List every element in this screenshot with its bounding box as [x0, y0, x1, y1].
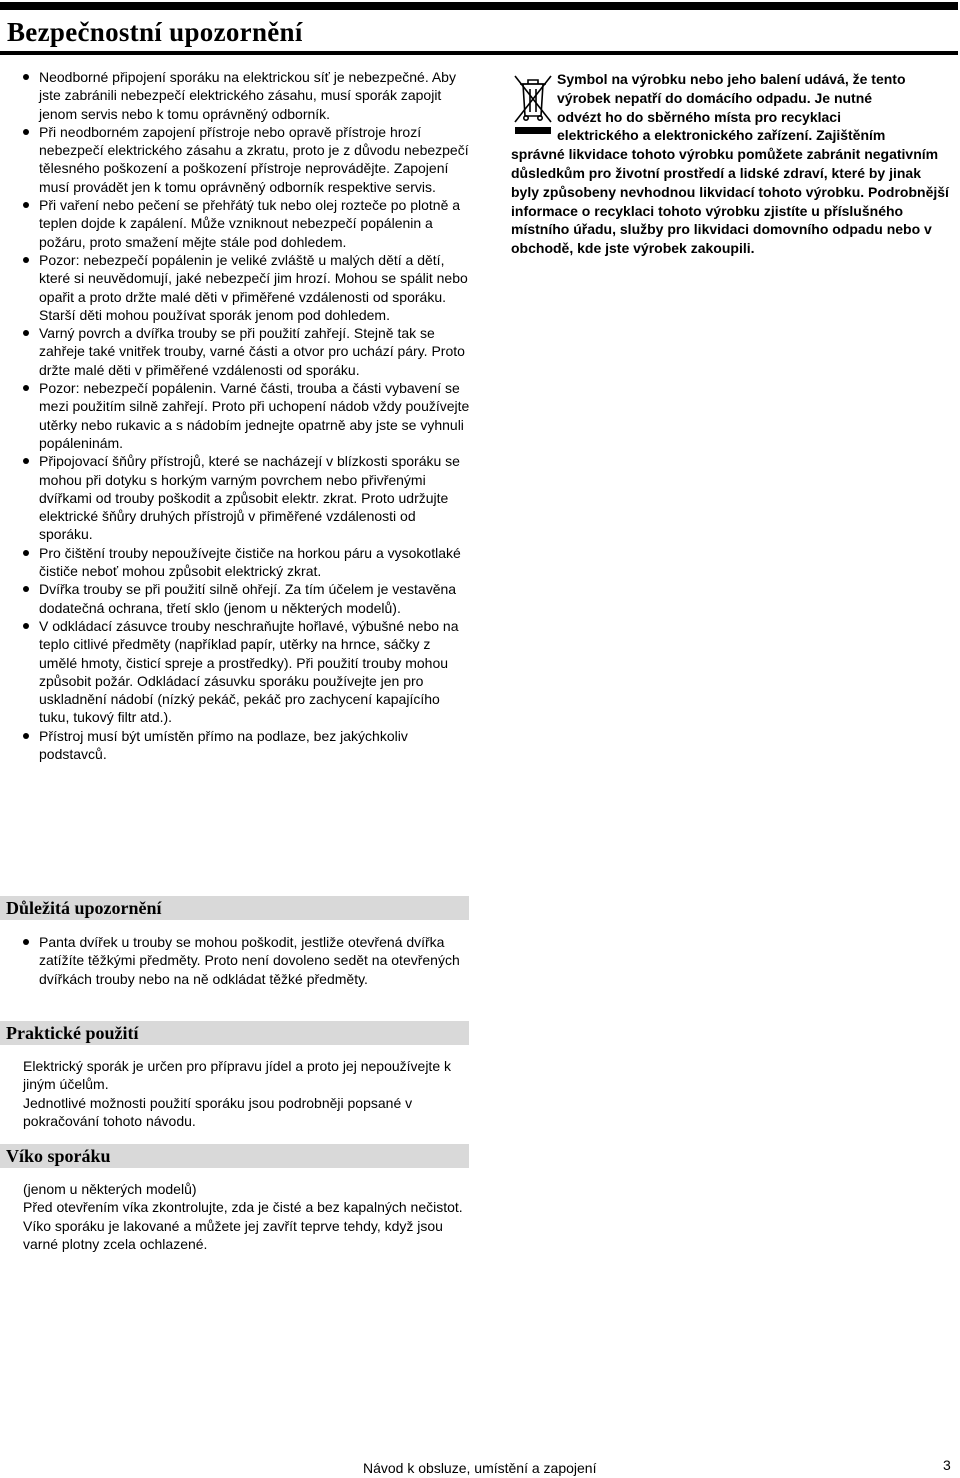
left-column — [0, 68, 472, 763]
list-item: Připojovací šňůry přístrojů, které se nacházejí v blízkosti sporáku se mohou při dotyku s horkým varným povrchem nebo přivřenými dvířkami od trouby poškodit a způsobit elektr. zkrat. Proto udržujte elektrické šňůry druhých přístrojů v přiměřené vzdálenosti od sporáku. — [0, 452, 471, 543]
bullet-icon — [23, 586, 29, 592]
bullet-icon — [23, 458, 29, 464]
section-heading-lid: Víko sporáku — [0, 1144, 469, 1168]
bullet-icon — [23, 74, 29, 80]
safety-list — [0, 68, 472, 763]
bullet-icon — [23, 623, 29, 629]
list-item: Pro čištění trouby nepoužívejte čističe na horkou páru a vysokotlaké čističe neboť mohou způsobit elektrický zkrat. — [0, 544, 471, 581]
lid-text — [23, 1180, 469, 1253]
list-item: Panta dvířek u trouby se mohou poškodit, jestliže otevřená dvířka zatížíte těžkými předměty. Proto není dovoleno sedět na otevřených dvířkách trouby nebo na ně odkládat těžké předměty. — [0, 933, 471, 988]
page-title: Bezpečnostní upozornění — [7, 17, 303, 47]
practical-paragraph-1: Elektrický sporák je určen pro přípravu jídel a proto jej nepoužívejte k jiným účelům. — [23, 1058, 451, 1093]
important-section — [0, 933, 471, 988]
lid-paragraph-3: Víko sporáku je lakované a můžete jej zavřít teprve tehdy, když jsou varné plotny zcela ochlazené. — [23, 1217, 443, 1252]
page-number: 3 — [943, 1457, 951, 1473]
list-item: Neodborné připojení sporáku na elektrickou síť je nebezpečné. Aby jste zabránili nebezpečí elektrického zásahu, musí sporák zapojit jenom servis nebo k tomu oprávněný odborník. — [0, 68, 471, 123]
top-rule — [0, 2, 958, 10]
bullet-icon — [23, 129, 29, 135]
section-heading-important: Důležitá upozornění — [0, 896, 469, 920]
bullet-icon — [23, 939, 29, 945]
lid-paragraph-2: Před otevřením víka zkontrolujte, zda je čisté a bez kapalných nečistot. — [23, 1199, 463, 1216]
list-item: Varný povrch a dvířka trouby se při použití zahřejí. Stejně tak se zahřeje také vnitřek trouby, varné části a otvor pro uchází páry. Proto držte malé děti v přiměřené vzdálenosti od sporáku. — [0, 324, 471, 379]
bullet-icon — [23, 733, 29, 739]
recycling-line-2: výrobek nepatří do domácího odpadu. Je nutné — [557, 89, 873, 106]
right-column — [511, 70, 951, 258]
bullet-icon — [23, 385, 29, 391]
title-rule — [0, 51, 958, 55]
list-item: Přístroj musí být umístěn přímo na podlaze, bez jakýchkoliv podstavců. — [0, 727, 471, 764]
bullet-icon — [23, 550, 29, 556]
list-item: Při neodborném zapojení přístroje nebo opravě přístroje hrozí nebezpečí elektrického zásahu a zkratu, proto je z důvodu nebezpečí tělesného poškození a poškození přístroje neprovádějte. Zapojení musí provádět jen k tomu oprávněný odborník respektive servis. — [0, 123, 471, 196]
list-item: Při vaření nebo pečení se přehřátý tuk nebo olej rozteče po plotně a teplen dojde k zapálení. Může vzniknout nebezpečí popálenin a požáru, proto smažení mějte stále pod dohledem. — [0, 196, 471, 251]
bullet-icon — [23, 330, 29, 336]
practical-text — [23, 1057, 469, 1130]
list-item: Dvířka trouby se při použití silně ohřejí. Za tím účelem je vestavěna dodatečná ochrana, třetí sklo (jenom u některých modelů). — [0, 580, 471, 617]
list-item: V odkládací zásuvce trouby neschraňujte hořlavé, výbušné nebo na teplo citlivé předměty (například papír, utěrky na hrnce, sáčky z umělé hmoty, čisticí spreje a prostředky). Při použití trouby mohou způsobit požár. Odkládací zásuvku sporáku používejte jen pro uskladnění nádobí (nízký pekáč, pekáč pro zachycení kapajícího tuku, tukový filtr atd.). — [0, 617, 471, 727]
list-item: Pozor: nebezpečí popálenin je veliké zvláště u malých dětí a dětí, které si neuvědomují, jaké nebezpečí jim hrozí. Mohou se spálit nebo opařit a proto držte malé děti v přiměřené vzdálenosti od sporáku. Starší děti mohou používat sporák jenom pod dohledem. — [0, 251, 471, 324]
footer-title: Návod k obsluze, umístění a zapojení — [363, 1460, 597, 1476]
lid-paragraph-1: (jenom u některých modelů) — [23, 1181, 197, 1197]
list-item: Pozor: nebezpečí popálenin. Varné části, trouba a části vybavení se mezi použitím silně zahřejí. Proto při uchopení nádob vždy používejte utěrky nebo rukavic a s nádobím jednejte opatrně aby jste se vyhnuli popáleninám. — [0, 379, 471, 452]
crossed-out-bin-icon — [511, 70, 553, 140]
recycling-line-4: elektrického a elektronického zařízení. Zajištěním — [557, 127, 886, 144]
recycling-line-1: Symbol na výrobku nebo jeho balení udává, že tento — [557, 71, 906, 87]
recycling-notice — [511, 70, 951, 258]
practical-paragraph-2: Jednotlivé možnosti použití sporáku jsou podrobněji popsané v pokračování tohoto návodu. — [23, 1094, 413, 1129]
bullet-icon — [23, 202, 29, 208]
bullet-icon — [23, 257, 29, 263]
important-list — [0, 933, 471, 988]
recycling-rest: správné likvidace tohoto výrobku pomůžete zabránit negativním důsledkům pro životní prostředí a lidské zdraví, které by jinak byly způsobeny nevhodnou likvidací tohoto výrobku. Podrobnější informace o recyklaci tohoto výrobku zjistíte u příslušného místního úřadu, služby pro likvidaci domovního odpadu nebo v obchodě, kde jste výrobek zakoupili. — [511, 146, 949, 257]
recycling-line-3: odvézt ho do sběrného místa pro recyklaci — [557, 108, 841, 125]
section-heading-practical: Praktické použití — [0, 1021, 469, 1045]
